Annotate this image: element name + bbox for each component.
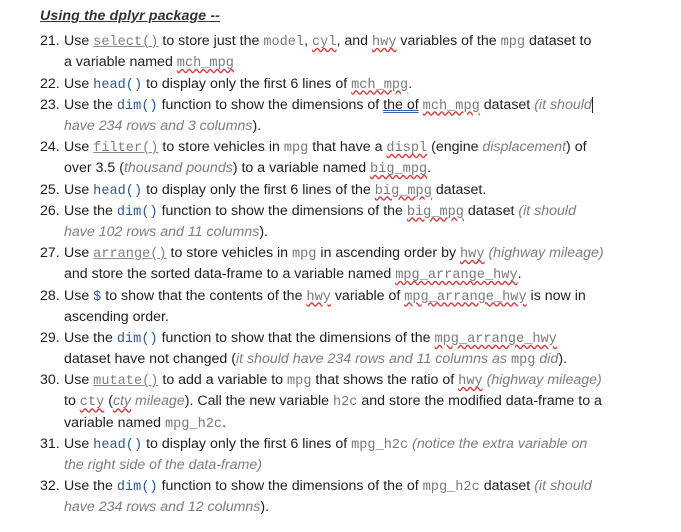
code-mch-mpg: mch_mpg — [422, 98, 480, 114]
list-item-24: 24. Use filter() to store vehicles in mpg that have a displ (engine displacement) of over 3.5 (thousand pounds) to a variable named big_mpg. — [40, 139, 587, 178]
item-number: 21. — [40, 33, 60, 49]
code-mpg: mpg — [283, 141, 309, 157]
code-model: model — [263, 35, 305, 50]
code-mutate: mutate() — [93, 374, 159, 390]
section-heading: Using the dplyr package -- — [40, 8, 220, 24]
code-hwy: hwy — [460, 247, 485, 263]
item-number: 24. — [40, 139, 60, 156]
code-cyl: cyl — [312, 35, 337, 50]
item-number: 22. — [40, 75, 60, 92]
code-head: head() — [93, 183, 143, 199]
code-mpg-h2c: mpg_h2c — [422, 480, 480, 496]
code-cty: cty — [79, 395, 105, 411]
list-item-28: 28. Use $ to show that the contents of the hwy variable of mpg_arrange_hwy is now in ascending order. — [40, 287, 586, 325]
item-number: 26. — [40, 202, 60, 219]
list-item-31: 31. Use head() to display only the first 6 lines of mpg_h2c (notice the extra variable on the right side of the data-frame) — [40, 435, 588, 474]
list-item-29: 29. Use the dim() function to show that the dimensions of the mpg_arrange_hwy dataset have not changed (it should have 234 rows and 11 columns as mpg did). — [40, 329, 567, 369]
code-hwy: hwy — [372, 35, 397, 50]
list-item-27: 27. Use arrange() to store vehicles in mpg in ascending order by hwy (highway mileage) and store the sorted data-frame to a variable named mpg_arrange_hwy. — [40, 245, 604, 284]
code-mpg-arrange-hwy: mpg_arrange_hwy — [434, 331, 557, 347]
code-head: head() — [93, 77, 143, 93]
code-mpg-h2c: mpg_h2c — [351, 437, 409, 453]
note-cty: cty — [112, 393, 132, 410]
code-mpg: mpg — [510, 353, 536, 369]
code-arrange: arrange() — [93, 247, 167, 263]
code-big-mpg: big_mpg — [406, 204, 464, 220]
list-item-21: 21. Use select() to store just the model, cyl, and hwy variables of the mpg dataset to a variable named mch_mpg — [40, 33, 592, 72]
code-mch-mpg: mch_mpg — [176, 56, 234, 72]
list-item-22: 22. Use head() to display only the first 6 lines of mch_mpg. — [40, 74, 676, 95]
code-h2c: h2c — [332, 395, 358, 411]
code-hwy: hwy — [458, 374, 483, 390]
code-dim: dim() — [116, 331, 158, 347]
code-hwy: hwy — [306, 289, 331, 305]
item-number: 32. — [40, 478, 60, 495]
grammar-flag: the of — [383, 96, 419, 113]
item-number: 28. — [40, 287, 60, 304]
code-big-mpg: big_mpg — [374, 183, 432, 199]
code-displ: displ — [386, 141, 428, 157]
code-mch-mpg: mch_mpg — [351, 77, 409, 93]
code-mpg: mpg — [291, 247, 317, 263]
item-number: 23. — [40, 96, 60, 113]
code-mpg: mpg — [500, 35, 526, 50]
item-number: 25. — [40, 181, 60, 198]
item-number: 27. — [40, 245, 60, 262]
item-number: 31. — [40, 435, 60, 452]
item-number: 30. — [40, 372, 60, 389]
code-dim: dim() — [116, 98, 158, 114]
code-dollar: $ — [93, 289, 102, 305]
list-item-26: 26. Use the dim() function to show the dimensions of the big_mpg dataset (it should have 102 rows and 11 columns). — [40, 202, 576, 240]
text-cursor — [592, 97, 593, 113]
code-mpg-h2c: mpg_h2c — [164, 416, 223, 432]
list-item-25: 25. Use head() to display only the first 6 lines of the big_mpg dataset. — [40, 180, 676, 201]
code-mpg-arrange-hwy: mpg_arrange_hwy — [404, 289, 527, 305]
list-item-30: 30. Use mutate() to add a variable to mpg that shows the ratio of hwy (highway mileage) to cty (cty mileage). Call the new variable h2c and store the modified data-frame to a variable named mpg_h2c. — [40, 372, 602, 432]
code-head: head() — [93, 437, 143, 453]
code-dim: dim() — [116, 204, 158, 220]
code-mpg: mpg — [287, 374, 312, 390]
code-mpg-arrange-hwy: mpg_arrange_hwy — [395, 268, 518, 284]
code-big-mpg: big_mpg — [370, 162, 428, 178]
list-item-32: 32. Use the dim() function to show the dimensions of the of mpg_h2c dataset (it should have 234 rows and 12 columns). — [40, 478, 592, 516]
item-number: 29. — [40, 329, 60, 346]
list-item-23: 23. Use the dim() function to show the dimensions of the of mch_mpg dataset (it should have 234 rows and 3 columns). — [40, 96, 592, 134]
code-dim: dim() — [116, 480, 158, 496]
code-select: select() — [93, 35, 159, 50]
code-filter: filter() — [93, 141, 159, 157]
